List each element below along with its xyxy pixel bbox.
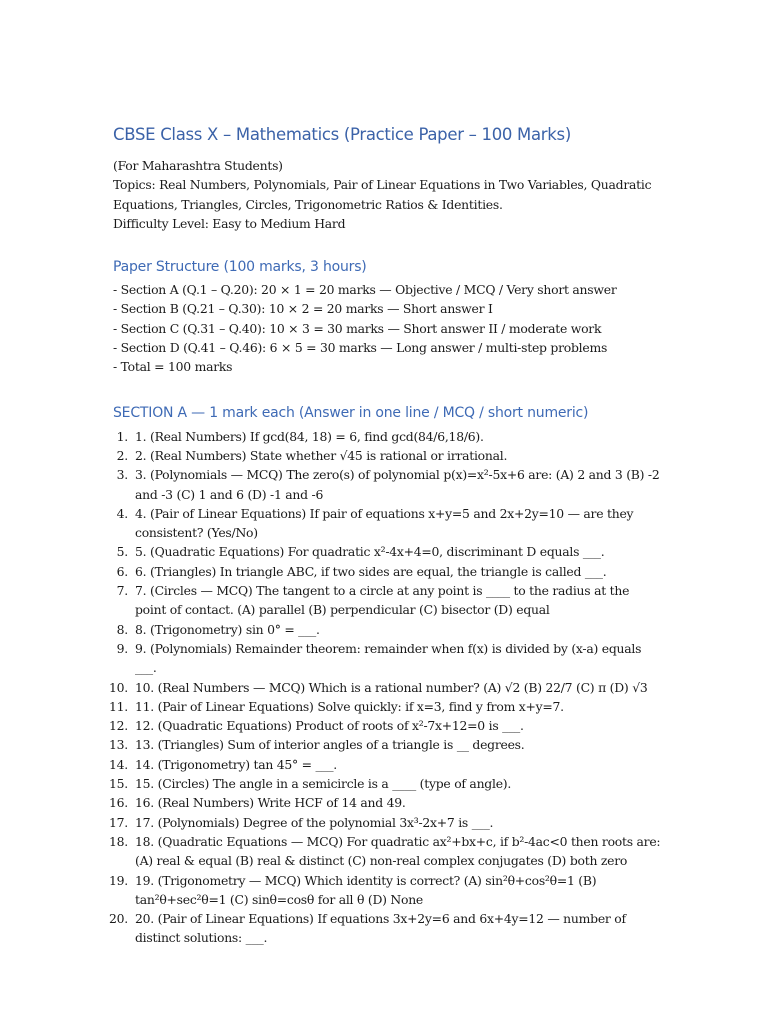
- question-item: [109, 697, 661, 716]
- question-item: [113, 542, 661, 561]
- question-number: 8 .: [100, 620, 128, 639]
- structure-line-section-b: - Section B (Q.21 – Q.30): 10 × 2 = 20 marks — Short answer I: [113, 301, 493, 317]
- structure-line-section-a: - Section A (Q.1 – Q.20): 20 × 1 = 20 marks — Objective / MCQ / Very short answer: [113, 282, 617, 298]
- question-number: 18 .: [100, 832, 128, 851]
- question-text: 20. (Pair of Linear Equations) If equations 3x+2y=6 and 6x+4y=12 — number of distinct solutions: ___.: [135, 911, 626, 946]
- question-number: 12 .: [100, 716, 128, 735]
- section-a-heading: SECTION A — 1 mark each (Answer in one line / MCQ / short numeric): [113, 404, 589, 421]
- question-number: 15 .: [100, 774, 128, 793]
- question-text: 2. (Real Numbers) State whether √45 is rational or irrational.: [135, 447, 508, 463]
- question-text: 7. (Circles — MCQ) The tangent to a circle at any point is ____ to the radius at the point of contact. (A) parallel (B) perpendicular (C) bisector (D) equal: [135, 583, 630, 618]
- question-number: 6 .: [100, 562, 128, 581]
- question-number: 13 .: [100, 735, 128, 754]
- question-item: [113, 620, 661, 639]
- question-text: 17. (Polynomials) Degree of the polynomial 3x³-2x+7 is ___.: [135, 814, 494, 830]
- question-text: 5. (Quadratic Equations) For quadratic x²-4x+4=0, discriminant D equals ___.: [135, 544, 605, 560]
- question-text: 9. (Polynomials) Remainder theorem: remainder when f(x) is divided by (x-a) equals ___.: [135, 640, 642, 676]
- question-item: [113, 639, 661, 678]
- structure-line-total: - Total = 100 marks: [113, 359, 233, 375]
- section-a-question-list: [109, 427, 661, 948]
- question-item: [109, 735, 661, 754]
- question-item: [109, 871, 661, 910]
- question-item: [109, 716, 661, 735]
- question-text: 4. (Pair of Linear Equations) If pair of equations x+y=5 and 2x+2y=10 — are they consistent? (Yes/No): [135, 505, 634, 541]
- question-text: 15. (Circles) The angle in a semicircle is a ____ (type of angle).: [135, 776, 512, 792]
- question-item: [113, 504, 661, 543]
- question-item: [109, 793, 661, 812]
- structure-block: [113, 280, 661, 376]
- question-number: 1 .: [100, 427, 128, 446]
- question-number: 7 .: [100, 581, 128, 600]
- structure-heading: Paper Structure (100 marks, 3 hours): [113, 259, 367, 276]
- question-number: 11 .: [100, 697, 128, 716]
- question-number: 19 .: [100, 871, 128, 890]
- question-number: 2 .: [100, 446, 128, 465]
- question-number: 20 .: [100, 909, 128, 928]
- question-item: [109, 909, 661, 948]
- question-item: [109, 678, 661, 697]
- intro-difficulty: Difficulty Level: Easy to Medium Hard: [113, 215, 346, 231]
- question-text: 6. (Triangles) In triangle ABC, if two sides are equal, the triangle is called ___.: [135, 563, 607, 579]
- question-item: [113, 446, 661, 465]
- question-number: 14 .: [100, 755, 128, 774]
- question-number: 9 .: [100, 639, 128, 658]
- intro-topics: Topics: Real Numbers, Polynomials, Pair of Linear Equations in Two Variables, Quadratic Equations, Triangles, Circles, Trigonometric Ratios & Identities.: [113, 177, 652, 212]
- question-text: 1. (Real Numbers) If gcd(84, 18) = 6, find gcd(84/6,18/6).: [135, 428, 484, 444]
- question-text: 8. (Trigonometry) sin 0° = ___.: [135, 621, 320, 637]
- question-number: 16 .: [100, 793, 128, 812]
- question-item: [109, 774, 661, 793]
- question-number: 5 .: [100, 542, 128, 561]
- question-text: 3. (Polynomials — MCQ) The zero(s) of polynomial p(x)=x²-5x+6 are: (A) 2 and 3 (B) -2 and -3 (C) 1 and 6 (D) -1 and -6: [135, 467, 660, 502]
- structure-line-section-c: - Section C (Q.31 – Q.40): 10 × 3 = 30 marks — Short answer II / moderate work: [113, 320, 602, 336]
- question-text: 10. (Real Numbers — MCQ) Which is a rational number? (A) √2 (B) 22/7 (C) π (D) √3: [135, 679, 648, 695]
- structure-line-section-d: - Section D (Q.41 – Q.46): 6 × 5 = 30 marks — Long answer / multi-step problems: [113, 340, 608, 356]
- document-title: CBSE Class X – Mathematics (Practice Paper – 100 Marks): [113, 125, 571, 144]
- question-text: 11. (Pair of Linear Equations) Solve quickly: if x=3, find y from x+y=7.: [135, 698, 564, 714]
- question-number: 10 .: [100, 678, 128, 697]
- question-item: [113, 562, 661, 581]
- question-item: [109, 832, 661, 871]
- question-text: 19. (Trigonometry — MCQ) Which identity is correct? (A) sin²θ+cos²θ=1 (B) tan²θ+sec²θ=1 (C) sinθ=cosθ for all θ (D) None: [135, 872, 597, 907]
- intro-audience: (For Maharashtra Students): [113, 158, 283, 173]
- question-text: 13. (Triangles) Sum of interior angles of a triangle is __ degrees.: [135, 737, 525, 753]
- question-text: 16. (Real Numbers) Write HCF of 14 and 49.: [135, 795, 406, 811]
- intro-block: [113, 156, 661, 233]
- question-text: 18. (Quadratic Equations — MCQ) For quadratic ax²+bx+c, if b²-4ac<0 then roots are: (A) real & equal (B) real & distinct (C) non-real complex conjugates (D) both zero: [135, 833, 661, 869]
- question-number: 17 .: [100, 813, 128, 832]
- question-number: 4 .: [100, 504, 128, 523]
- question-item: [109, 755, 661, 774]
- document-page: [109, 124, 661, 948]
- question-item: [113, 427, 661, 446]
- question-text: 12. (Quadratic Equations) Product of roots of x²-7x+12=0 is ___.: [135, 718, 524, 734]
- question-item: [109, 813, 661, 832]
- question-number: 3 .: [100, 465, 128, 484]
- question-item: [113, 581, 661, 620]
- question-text: 14. (Trigonometry) tan 45° = ___.: [135, 756, 337, 772]
- question-item: [113, 465, 661, 504]
